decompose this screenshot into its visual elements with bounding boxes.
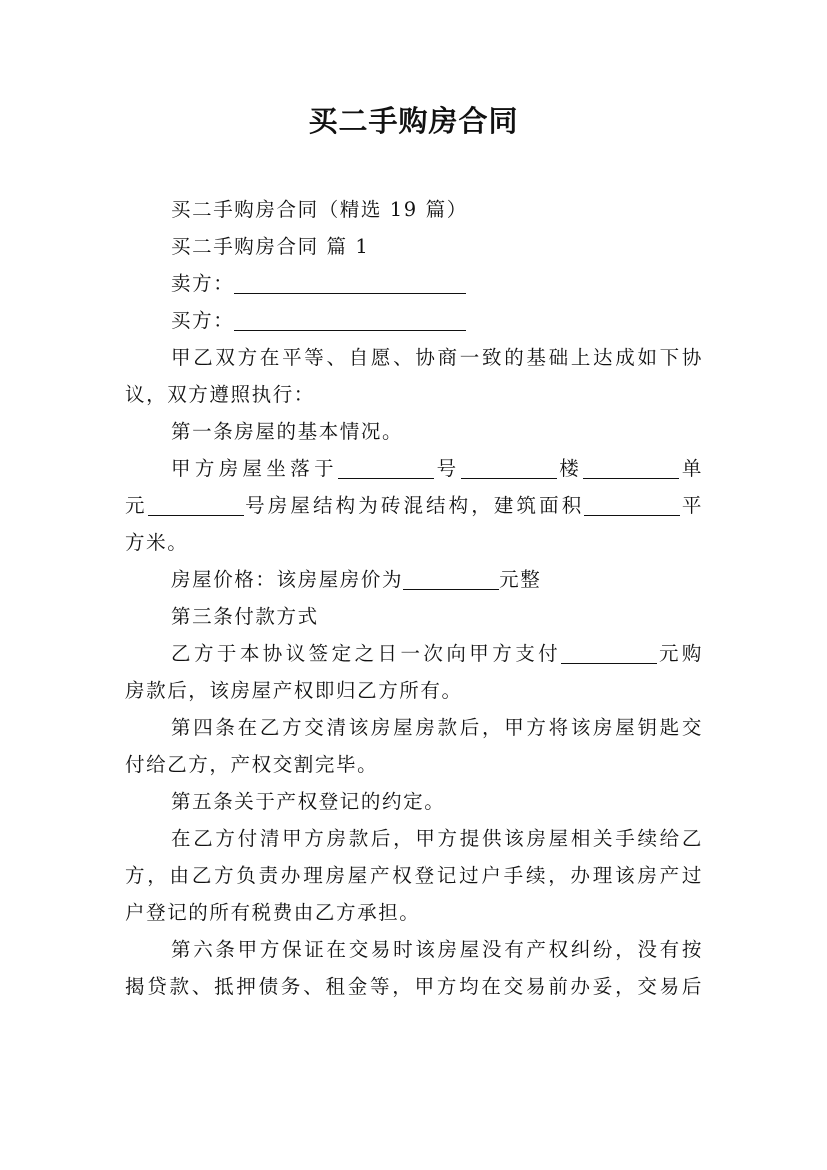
seller-line bbox=[125, 265, 703, 302]
location-text-c: 楼 bbox=[556, 457, 584, 480]
section-heading: 买二手购房合同 篇 1 bbox=[171, 235, 370, 258]
price-text-b: 元整 bbox=[499, 568, 542, 591]
buyer-line bbox=[125, 302, 703, 339]
location-line-2 bbox=[125, 487, 703, 524]
article-5-line-2: 方，由乙方负责办理房屋产权登记过户手续，办理该房产过 bbox=[125, 864, 703, 887]
article-4-line-2: 付给乙方，产权交割完毕。 bbox=[125, 753, 379, 776]
article-4-line-1: 第四条在乙方交清该房屋房款后，甲方将该房屋钥匙交 bbox=[171, 716, 703, 739]
document-title: 买二手购房合同 bbox=[308, 104, 519, 138]
location-line-3: 方米。 bbox=[125, 531, 189, 554]
price-line bbox=[125, 561, 703, 598]
price-text-a: 房屋价格：该房屋房价为 bbox=[171, 568, 404, 591]
document-body bbox=[125, 191, 703, 1005]
location-text-d: 单 bbox=[679, 457, 704, 480]
subtitle: 买二手购房合同（精选 19 篇） bbox=[171, 198, 468, 221]
location-text-g: 平 bbox=[680, 494, 703, 517]
article-6-line-1: 第六条甲方保证在交易时该房屋没有产权纠纷，没有按 bbox=[171, 938, 703, 961]
location-blank-4 bbox=[148, 493, 244, 516]
article-5-line-1: 在乙方付清甲方房款后，甲方提供该房屋相关手续给乙 bbox=[171, 827, 703, 850]
article-5-heading: 第五条关于产权登记的约定。 bbox=[171, 790, 446, 813]
payment-line-2: 房款后，该房屋产权即归乙方所有。 bbox=[125, 679, 463, 702]
intro-line-2: 议，双方遵照执行： bbox=[125, 383, 315, 406]
payment-text-b: 元购 bbox=[657, 642, 704, 665]
location-blank-5 bbox=[584, 493, 680, 516]
location-text-e: 元 bbox=[125, 494, 148, 517]
location-text-a: 甲方房屋坐落于 bbox=[171, 457, 338, 480]
payment-text-a: 乙方于本协议签定之日一次向甲方支付 bbox=[171, 642, 562, 665]
payment-line-1 bbox=[125, 635, 703, 672]
seller-label: 卖方： bbox=[171, 272, 235, 295]
seller-blank bbox=[234, 271, 466, 294]
intro-line-1: 甲乙双方在平等、自愿、协商一致的基础上达成如下协 bbox=[171, 346, 703, 369]
article-1-heading: 第一条房屋的基本情况。 bbox=[171, 420, 404, 443]
payment-blank bbox=[561, 641, 657, 664]
location-line-1 bbox=[125, 450, 703, 487]
location-text-f: 号房屋结构为砖混结构，建筑面积 bbox=[243, 494, 585, 517]
location-blank-1 bbox=[338, 456, 434, 479]
buyer-blank bbox=[234, 308, 466, 331]
article-5-line-3: 户登记的所有税费由乙方承担。 bbox=[125, 901, 421, 924]
price-blank bbox=[403, 567, 499, 590]
location-blank-3 bbox=[583, 456, 679, 479]
location-blank-2 bbox=[461, 456, 557, 479]
article-6-line-2: 揭贷款、抵押债务、租金等，甲方均在交易前办妥，交易后 bbox=[125, 975, 703, 998]
location-text-b: 号 bbox=[433, 457, 461, 480]
buyer-label: 买方： bbox=[171, 309, 235, 332]
article-3-heading: 第三条付款方式 bbox=[171, 605, 319, 628]
